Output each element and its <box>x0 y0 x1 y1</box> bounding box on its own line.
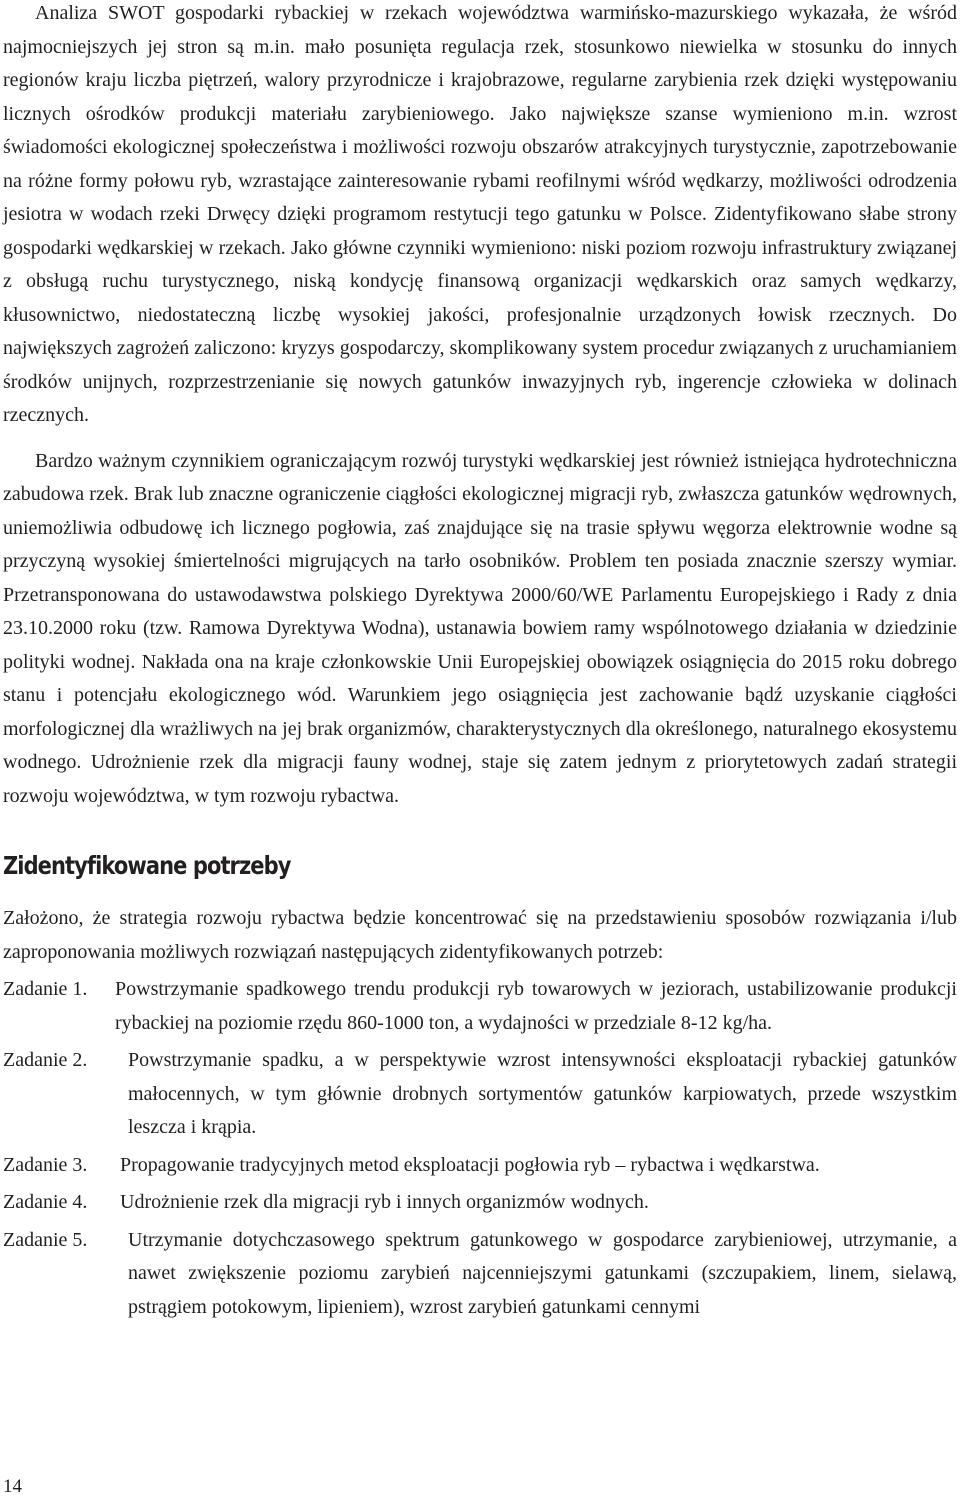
task-item <box>3 1224 957 1325</box>
section-intro: Założono, że strategia rozwoju rybactwa będzie koncentrować się na przedstawieniu sposobów rozwiązania i/lub zaproponowania możliwych rozwiązań następujących zidentyfikowanych potrzeb: <box>3 907 957 963</box>
page-number: 14 <box>3 1476 22 1497</box>
task-label: Zadanie 5. <box>3 1228 88 1251</box>
paragraph-hydrotechnical-barriers: Bardzo ważnym czynnikiem ograniczającym rozwój turystyki wędkarskiej jest również istniejąca hydrotechniczna zabudowa rzek. Brak lub znaczne ograniczenie ciągłości ekologicznej migracji ryb, zwłaszcza gatunków wędrownych, uniemożliwia odbudowę ich licznego pogłowia, zaś znajdujące się na trasie spływu węgorza elektrownie wodne są przyczyną wysokiej śmiertelności migrujących na tarło osobników. Problem ten posiada znacznie szerszy wymiar. Przetransponowana do ustawodawstwa polskiego Dyrektywa 2000/60/WE Parlamentu Europejskiego i Rady z dnia 23.10.2000 roku (tzw. Ramowa Dyrektywa Wodna), ustanawia bowiem ramy wspólnotowego działania w dziedzinie polityki wodnej. Nakłada ona na kraje członkowskie Unii Europejskiej obowiązek osiągnięcia do 2015 roku dobrego stanu i potencjału ekologicznego wód. Warunkiem jego osiągnięcia jest zachowanie bądź uzyskanie ciągłości morfologicznej dla wrażliwych na jej brak organizmów, charakterystycznych dla określonego, naturalnego ekosystemu wodnego. Udrożnienie rzek dla migracji fauny wodnej, staje się zatem jednym z priorytetowych zadań strategii rozwoju województwa, w tym rozwoju rybactwa. <box>3 449 957 807</box>
task-text: Powstrzymanie spadku, a w perspektywie wzrost intensywności eksploatacji rybackiej gatunków małocennych, w tym głównie drobnych sortymentów gatunków karpiowatych, przede wszystkim leszcza i krąpia. <box>128 1049 957 1138</box>
task-text: Utrzymanie dotychczasowego spektrum gatunkowego w gospodarce zarybieniowej, utrzymanie, a nawet zwiększenie poziomu zarybień najcenniejszymi gatunkami (szczupakiem, linem, sielawą, pstrągiem potokowym, lipieniem), wzrost zarybień gatunkami cennymi <box>128 1228 957 1318</box>
task-text: Udrożnienie rzek dla migracji ryb i innych organizmów wodnych. <box>120 1191 649 1213</box>
task-item <box>3 1044 957 1145</box>
task-item <box>3 1186 957 1220</box>
task-label: Zadanie 1. <box>3 978 88 1000</box>
task-label: Zadanie 2. <box>3 1049 88 1071</box>
document-page <box>3 0 957 1328</box>
task-item <box>3 973 957 1040</box>
paragraph-swot-analysis: Analiza SWOT gospodarki rybackiej w rzekach województwa warmińsko-mazurskiego wykazała, że wśród najmocniejszych jej stron są m.in. mało posunięta regulacja rzek, stosunkowo niewielka w stosunku do innych regionów kraju liczba piętrzeń, walory przyrodnicze i krajobrazowe, regularne zarybienia rzek dzięki występowaniu licznych ośrodków produkcji materiału zarybieniowego. Jako największe szanse wymieniono m.in. wzrost świadomości ekologicznej społeczeństwa i możliwości rozwoju obszarów atrakcyjnych turystycznie, zapotrzebowanie na różne formy połowu ryb, wzrastające zainteresowanie rybami reofilnymi wśród wędkarzy, możliwości odrodzenia jesiotra w wodach rzeki Drwęcy dzięki programom restytucji tego gatunku w Polsce. Zidentyfikowano słabe strony gospodarki wędkarskiej w rzekach. Jako główne czynniki wymieniono: niski poziom rozwoju infrastruktury związanej z obsługą ruchu turystycznego, niską kondycję finansową organizacji wędkarskich oraz samych wędkarzy, kłusownictwo, niedostateczną liczbę wysokiej jakości, profesjonalnie urządzonych łowisk rzecznych. Do największych zagrożeń zaliczono: kryzys gospodarczy, skomplikowany system procedur związanych z uruchamianiem środków unijnych, rozprzestrzenianie się nowych gatunków inwazyjnych ryb, ingerencje człowieka w dolinach rzecznych. <box>3 2 957 426</box>
task-text: Propagowanie tradycyjnych metod eksploatacji pogłowia ryb – rybactwa i wędkarstwa. <box>120 1153 820 1176</box>
task-label: Zadanie 4. <box>3 1191 88 1213</box>
task-item <box>3 1149 957 1183</box>
section-heading: Zidentyfikowane potrzeby <box>3 851 291 880</box>
task-label: Zadanie 3. <box>3 1153 88 1176</box>
task-list <box>3 973 957 1324</box>
task-text: Powstrzymanie spadkowego trendu produkcji ryb towarowych w jeziorach, ustabilizowanie produkcji rybackiej na poziomie rzędu 860-1000 ton, a wydajności w przedziale 8-12 kg/ha. <box>115 978 957 1034</box>
